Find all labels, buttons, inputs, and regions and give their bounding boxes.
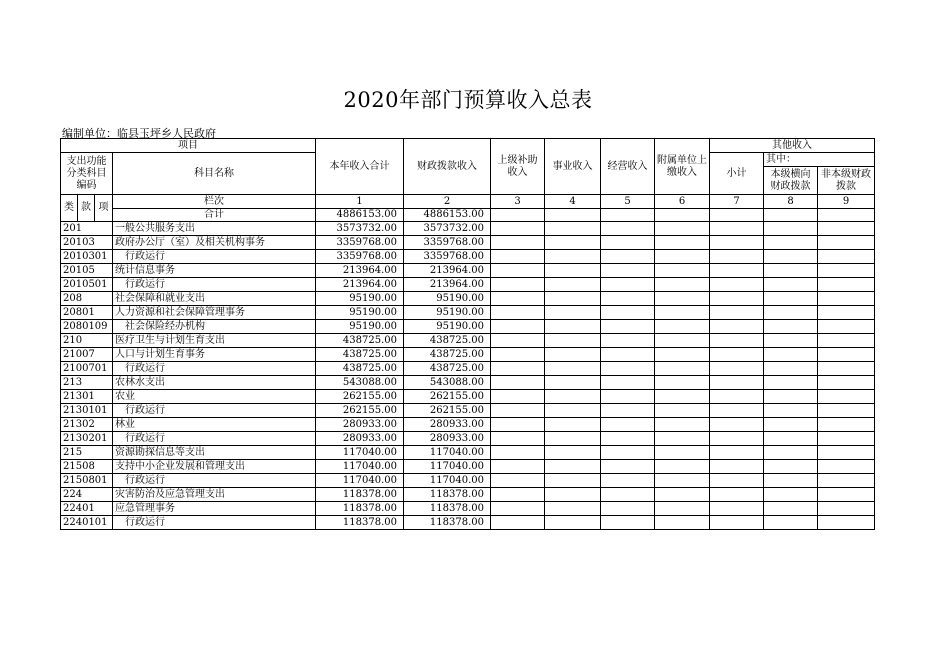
empty-cell <box>545 418 601 432</box>
empty-cell <box>655 516 710 530</box>
row-code: 2130101 <box>61 404 113 418</box>
row-fiscal: 280933.00 <box>404 418 491 432</box>
empty-cell <box>764 432 818 446</box>
empty-cell <box>601 418 655 432</box>
empty-cell <box>491 418 545 432</box>
row-code: 20103 <box>61 236 113 250</box>
table-row <box>61 376 875 390</box>
empty-cell <box>710 292 764 306</box>
table-row <box>61 488 875 502</box>
row-total-income: 262155.00 <box>316 404 404 418</box>
header-code-group: 支出功能分类科目编码 <box>61 153 113 195</box>
row-subject-name: 农业 <box>113 390 316 404</box>
empty-cell <box>764 264 818 278</box>
empty-cell <box>545 334 601 348</box>
empty-cell <box>655 488 710 502</box>
empty-cell <box>818 390 875 404</box>
empty-cell <box>655 404 710 418</box>
header-other: 其他收入 <box>710 139 875 153</box>
empty-cell <box>601 404 655 418</box>
empty-cell <box>818 250 875 264</box>
row-fiscal: 3359768.00 <box>404 250 491 264</box>
row-code: 21301 <box>61 390 113 404</box>
empty-cell <box>764 516 818 530</box>
empty-cell <box>818 418 875 432</box>
empty-cell <box>764 502 818 516</box>
empty-cell <box>655 278 710 292</box>
row-code: 21302 <box>61 418 113 432</box>
row-fiscal: 438725.00 <box>404 348 491 362</box>
row-code: 213 <box>61 376 113 390</box>
empty-cell <box>545 264 601 278</box>
table-row <box>61 320 875 334</box>
empty-cell <box>710 502 764 516</box>
empty-cell <box>545 488 601 502</box>
empty-cell <box>491 236 545 250</box>
empty-cell <box>655 236 710 250</box>
row-code: 20801 <box>61 306 113 320</box>
row-code: 2010301 <box>61 250 113 264</box>
empty-cell <box>491 250 545 264</box>
empty-cell <box>710 516 764 530</box>
row-fiscal: 213964.00 <box>404 278 491 292</box>
row-subject-name: 灾害防治及应急管理支出 <box>113 488 316 502</box>
header-operating: 经营收入 <box>601 139 655 195</box>
empty-cell <box>601 236 655 250</box>
row-code: 21007 <box>61 348 113 362</box>
empty-cell <box>710 488 764 502</box>
row-code: 20105 <box>61 264 113 278</box>
header-total-income: 本年收入合计 <box>316 139 404 195</box>
empty-cell <box>601 250 655 264</box>
empty-cell <box>655 446 710 460</box>
table-row <box>61 334 875 348</box>
header-fiscal: 财政拨款收入 <box>404 139 491 195</box>
empty-cell <box>818 292 875 306</box>
row-total-income: 213964.00 <box>316 278 404 292</box>
empty-cell <box>764 404 818 418</box>
empty-cell <box>818 278 875 292</box>
empty-cell <box>710 432 764 446</box>
table-row <box>61 432 875 446</box>
empty-cell <box>491 222 545 236</box>
row-fiscal: 543088.00 <box>404 376 491 390</box>
col-num: 5 <box>601 195 655 209</box>
empty-cell <box>545 306 601 320</box>
empty-cell <box>764 348 818 362</box>
empty-cell <box>710 390 764 404</box>
empty-cell <box>491 362 545 376</box>
row-fiscal: 213964.00 <box>404 264 491 278</box>
row-subject-name: 支持中小企业发展和管理支出 <box>113 460 316 474</box>
row-fiscal: 117040.00 <box>404 460 491 474</box>
row-total-income: 280933.00 <box>316 418 404 432</box>
empty-cell <box>545 278 601 292</box>
row-subject-name: 行政运行 <box>113 278 316 292</box>
table-row <box>61 516 875 530</box>
row-subject-name: 行政运行 <box>113 432 316 446</box>
empty-cell <box>710 446 764 460</box>
empty-cell <box>764 320 818 334</box>
empty-cell <box>601 376 655 390</box>
empty-cell <box>601 334 655 348</box>
row-code: 2130201 <box>61 432 113 446</box>
row-fiscal: 118378.00 <box>404 516 491 530</box>
row-code: 2010501 <box>61 278 113 292</box>
empty-cell <box>491 474 545 488</box>
empty-cell <box>710 334 764 348</box>
empty-cell <box>545 222 601 236</box>
empty-cell <box>545 516 601 530</box>
header-xiang: 项 <box>95 195 113 222</box>
empty-cell <box>764 236 818 250</box>
col-num: 9 <box>818 195 875 209</box>
empty-cell <box>545 474 601 488</box>
total-row-income: 4886153.00 <box>316 209 404 222</box>
empty-cell <box>655 222 710 236</box>
empty-cell <box>601 502 655 516</box>
row-subject-name: 社会保险经办机构 <box>113 320 316 334</box>
empty-cell <box>818 334 875 348</box>
row-subject-name: 行政运行 <box>113 362 316 376</box>
table-row <box>61 362 875 376</box>
empty-cell <box>655 292 710 306</box>
table-row <box>61 292 875 306</box>
row-total-income: 213964.00 <box>316 264 404 278</box>
table-row <box>61 446 875 460</box>
row-code: 2240101 <box>61 516 113 530</box>
row-subject-name: 林业 <box>113 418 316 432</box>
header-upper-subsidy: 上级补助收入 <box>491 139 545 195</box>
row-total-income: 543088.00 <box>316 376 404 390</box>
empty-cell <box>764 418 818 432</box>
empty-cell <box>655 320 710 334</box>
empty-cell <box>601 390 655 404</box>
row-total-income: 118378.00 <box>316 502 404 516</box>
row-fiscal: 118378.00 <box>404 502 491 516</box>
empty-cell <box>764 376 818 390</box>
row-total-income: 95190.00 <box>316 320 404 334</box>
row-total-income: 3359768.00 <box>316 236 404 250</box>
empty-cell <box>710 418 764 432</box>
col-num: 8 <box>764 195 818 209</box>
col-num: 6 <box>655 195 710 209</box>
table-row <box>61 222 875 236</box>
empty-cell <box>764 278 818 292</box>
empty-cell <box>655 460 710 474</box>
row-subject-name: 医疗卫生与计划生育支出 <box>113 334 316 348</box>
empty-cell <box>710 250 764 264</box>
empty-cell <box>491 264 545 278</box>
empty-cell <box>491 404 545 418</box>
empty-cell <box>491 460 545 474</box>
empty-cell <box>545 320 601 334</box>
row-total-income: 118378.00 <box>316 488 404 502</box>
empty-cell <box>710 474 764 488</box>
row-subject-name: 社会保障和就业支出 <box>113 292 316 306</box>
empty-cell <box>764 222 818 236</box>
table-row <box>61 348 875 362</box>
table-row <box>61 236 875 250</box>
empty-cell <box>655 376 710 390</box>
empty-cell <box>655 264 710 278</box>
row-subject-name: 行政运行 <box>113 474 316 488</box>
unit-label: 编制单位：临县玉坪乡人民政府 <box>62 127 216 140</box>
row-fiscal: 3359768.00 <box>404 236 491 250</box>
empty-cell <box>601 320 655 334</box>
total-row-fiscal: 4886153.00 <box>404 209 491 222</box>
empty-cell <box>764 488 818 502</box>
page-title: 2020年部门预算收入总表 <box>343 88 593 112</box>
row-subject-name: 应急管理事务 <box>113 502 316 516</box>
empty-cell <box>818 446 875 460</box>
empty-cell <box>818 222 875 236</box>
empty-cell <box>710 320 764 334</box>
empty-cell <box>764 460 818 474</box>
table-row <box>61 390 875 404</box>
header-lei: 类 <box>61 195 78 222</box>
empty-cell <box>601 446 655 460</box>
empty-cell <box>710 264 764 278</box>
empty-cell <box>655 474 710 488</box>
total-row-label: 合计 <box>113 209 316 222</box>
row-total-income: 117040.00 <box>316 446 404 460</box>
empty-cell <box>491 376 545 390</box>
empty-cell <box>818 264 875 278</box>
row-subject-name: 行政运行 <box>113 516 316 530</box>
header-column-seq: 栏次 <box>113 195 316 209</box>
empty-cell <box>710 236 764 250</box>
row-subject-name: 一般公共服务支出 <box>113 222 316 236</box>
empty-cell <box>818 306 875 320</box>
empty-cell <box>655 306 710 320</box>
empty-cell <box>655 502 710 516</box>
empty-cell <box>491 334 545 348</box>
empty-cell <box>764 292 818 306</box>
row-total-income: 438725.00 <box>316 362 404 376</box>
empty-cell <box>491 306 545 320</box>
row-subject-name: 行政运行 <box>113 250 316 264</box>
empty-cell <box>545 236 601 250</box>
empty-cell <box>491 502 545 516</box>
col-num: 1 <box>316 195 404 209</box>
empty-cell <box>601 488 655 502</box>
row-total-income: 95190.00 <box>316 292 404 306</box>
empty-cell <box>818 404 875 418</box>
empty-cell <box>818 432 875 446</box>
empty-cell <box>710 362 764 376</box>
row-fiscal: 117040.00 <box>404 474 491 488</box>
empty-cell <box>545 446 601 460</box>
row-subject-name: 政府办公厅（室）及相关机构事务 <box>113 236 316 250</box>
row-code: 2150801 <box>61 474 113 488</box>
row-total-income: 117040.00 <box>316 460 404 474</box>
row-total-income: 262155.00 <box>316 390 404 404</box>
row-subject-name: 人力资源和社会保障管理事务 <box>113 306 316 320</box>
empty-cell <box>545 376 601 390</box>
empty-cell <box>655 362 710 376</box>
row-code: 215 <box>61 446 113 460</box>
empty-cell <box>601 306 655 320</box>
row-subject-name: 资源勘探信息等支出 <box>113 446 316 460</box>
empty-cell <box>491 432 545 446</box>
empty-cell <box>764 334 818 348</box>
empty-cell <box>818 236 875 250</box>
empty-cell <box>818 348 875 362</box>
empty-cell <box>601 460 655 474</box>
col-num: 7 <box>710 195 764 209</box>
empty-cell <box>764 390 818 404</box>
row-code: 210 <box>61 334 113 348</box>
row-fiscal: 118378.00 <box>404 488 491 502</box>
empty-cell <box>710 306 764 320</box>
row-fiscal: 438725.00 <box>404 334 491 348</box>
empty-cell <box>655 390 710 404</box>
empty-cell <box>710 376 764 390</box>
header-subject-name: 科目名称 <box>113 153 316 195</box>
empty-cell <box>601 264 655 278</box>
row-code: 201 <box>61 222 113 236</box>
table-row <box>61 306 875 320</box>
row-code: 208 <box>61 292 113 306</box>
empty-cell <box>491 320 545 334</box>
empty-cell <box>545 250 601 264</box>
empty-cell <box>601 362 655 376</box>
empty-cell <box>545 432 601 446</box>
row-code: 2080109 <box>61 320 113 334</box>
row-total-income: 438725.00 <box>316 334 404 348</box>
empty-cell <box>545 502 601 516</box>
row-fiscal: 95190.00 <box>404 306 491 320</box>
header-this-level: 本级横向财政拨款 <box>764 167 818 195</box>
col-num: 2 <box>404 195 491 209</box>
row-total-income: 117040.00 <box>316 474 404 488</box>
empty-cell <box>491 348 545 362</box>
empty-cell <box>818 460 875 474</box>
header-non-this-level: 非本级财政拨款 <box>818 167 875 195</box>
header-kuan: 款 <box>78 195 95 222</box>
table-row <box>61 278 875 292</box>
row-total-income: 438725.00 <box>316 348 404 362</box>
empty-cell <box>545 362 601 376</box>
row-total-income: 3359768.00 <box>316 250 404 264</box>
row-subject-name: 统计信息事务 <box>113 264 316 278</box>
empty-cell <box>601 432 655 446</box>
empty-cell <box>655 250 710 264</box>
empty-cell <box>764 250 818 264</box>
table-row <box>61 502 875 516</box>
empty-cell <box>601 474 655 488</box>
row-fiscal: 262155.00 <box>404 390 491 404</box>
empty-cell <box>601 516 655 530</box>
empty-cell <box>818 488 875 502</box>
empty-cell <box>601 292 655 306</box>
row-subject-name: 行政运行 <box>113 404 316 418</box>
header-subtotal: 小计 <box>710 153 764 195</box>
row-subject-name: 人口与计划生育事务 <box>113 348 316 362</box>
row-total-income: 118378.00 <box>316 516 404 530</box>
row-subject-name: 农林水支出 <box>113 376 316 390</box>
col-num: 4 <box>545 195 601 209</box>
empty-cell <box>545 348 601 362</box>
row-fiscal: 438725.00 <box>404 362 491 376</box>
row-total-income: 3573732.00 <box>316 222 404 236</box>
empty-cell <box>710 278 764 292</box>
table-row <box>61 250 875 264</box>
empty-cell <box>818 502 875 516</box>
empty-cell <box>818 474 875 488</box>
header-item: 项目 <box>61 139 316 153</box>
row-code: 21508 <box>61 460 113 474</box>
row-fiscal: 117040.00 <box>404 446 491 460</box>
empty-cell <box>545 460 601 474</box>
row-total-income: 280933.00 <box>316 432 404 446</box>
empty-cell <box>491 390 545 404</box>
table-row <box>61 264 875 278</box>
empty-cell <box>655 334 710 348</box>
empty-cell <box>818 376 875 390</box>
row-code: 2100701 <box>61 362 113 376</box>
row-code: 224 <box>61 488 113 502</box>
empty-cell <box>764 446 818 460</box>
header-business: 事业收入 <box>545 139 601 195</box>
row-total-income: 95190.00 <box>316 306 404 320</box>
table-row <box>61 404 875 418</box>
row-fiscal: 95190.00 <box>404 320 491 334</box>
row-fiscal: 95190.00 <box>404 292 491 306</box>
empty-cell <box>710 348 764 362</box>
empty-cell <box>491 446 545 460</box>
budget-table <box>60 138 875 530</box>
empty-cell <box>818 320 875 334</box>
row-fiscal: 280933.00 <box>404 432 491 446</box>
empty-cell <box>601 278 655 292</box>
empty-cell <box>710 222 764 236</box>
row-fiscal: 262155.00 <box>404 404 491 418</box>
empty-cell <box>818 362 875 376</box>
empty-cell <box>655 418 710 432</box>
empty-cell <box>491 292 545 306</box>
row-fiscal: 3573732.00 <box>404 222 491 236</box>
empty-cell <box>818 516 875 530</box>
table-row <box>61 460 875 474</box>
empty-cell <box>491 278 545 292</box>
empty-cell <box>764 362 818 376</box>
empty-cell <box>655 348 710 362</box>
empty-cell <box>545 390 601 404</box>
header-affiliated: 附属单位上缴收入 <box>655 139 710 195</box>
empty-cell <box>545 292 601 306</box>
empty-cell <box>710 460 764 474</box>
empty-cell <box>601 348 655 362</box>
empty-cell <box>491 516 545 530</box>
empty-cell <box>655 432 710 446</box>
empty-cell <box>491 488 545 502</box>
empty-cell <box>764 306 818 320</box>
table-row <box>61 418 875 432</box>
empty-cell <box>545 404 601 418</box>
empty-cell <box>601 222 655 236</box>
table-row <box>61 474 875 488</box>
empty-cell <box>710 404 764 418</box>
col-num: 3 <box>491 195 545 209</box>
row-code: 22401 <box>61 502 113 516</box>
header-of-which: 其中： <box>764 153 875 167</box>
empty-cell <box>764 474 818 488</box>
